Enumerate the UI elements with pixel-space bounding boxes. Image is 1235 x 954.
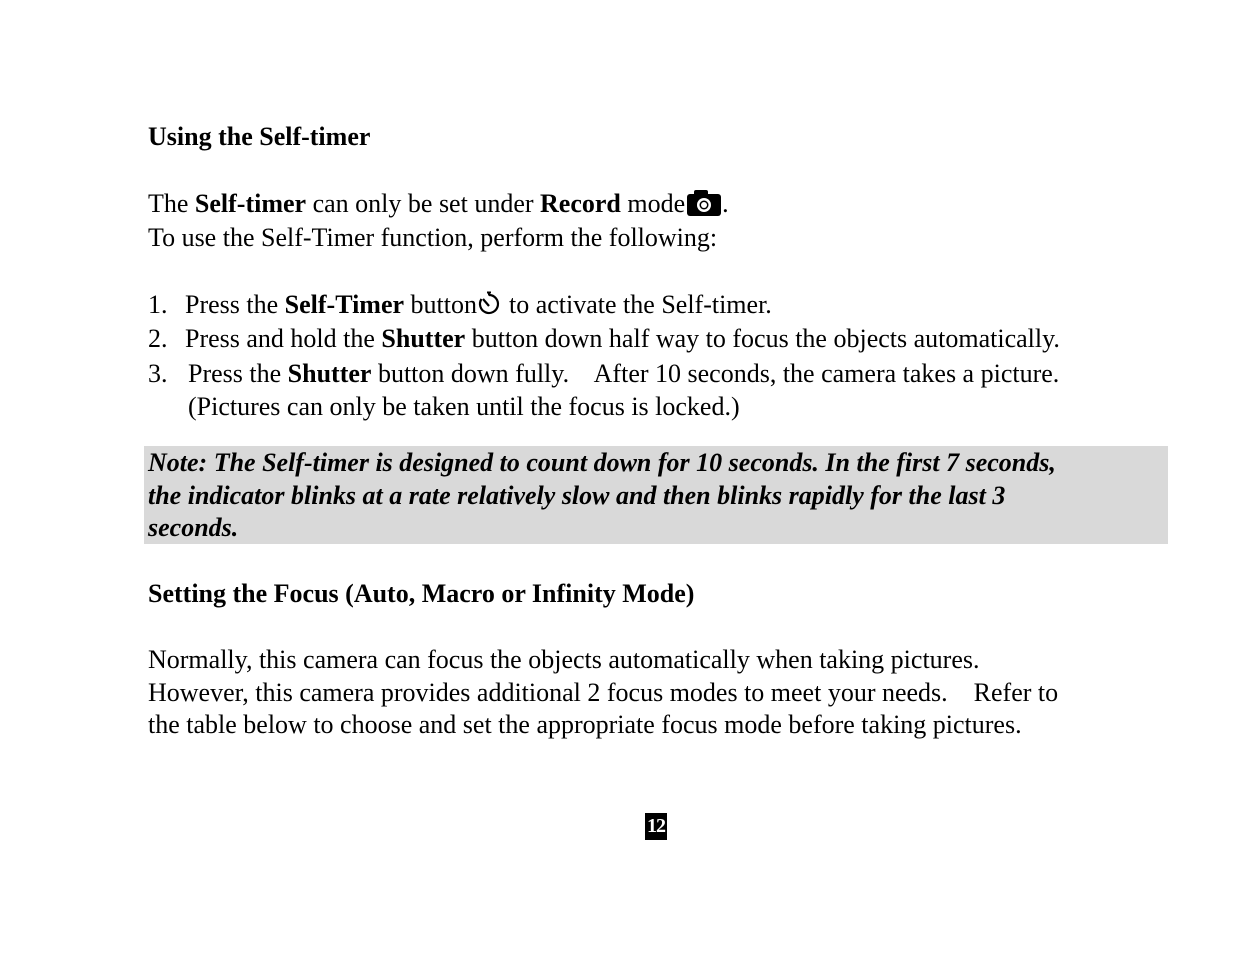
step-bold-term: Shutter	[381, 324, 466, 353]
intro-line-1	[148, 188, 729, 220]
step-1	[148, 289, 772, 321]
note-line-3: seconds.	[148, 513, 239, 542]
focus-para-line-2: However, this camera provides additional 2 focus modes to meet your needs. Refer to	[148, 678, 1059, 707]
focus-para-line-3: the table below to choose and set the appropriate focus mode before taking pictures.	[148, 710, 1022, 739]
step-number: 2.	[148, 324, 168, 353]
step-2	[148, 323, 1060, 355]
note-line-1: Note: The Self-timer is designed to count down for 10 seconds. In the first 7 seconds,	[148, 448, 1056, 477]
step-text-pre: Press the	[188, 359, 282, 388]
page-number: 12	[645, 813, 667, 840]
intro-line-2: To use the Self-Timer function, perform the following:	[148, 223, 718, 252]
self-timer-icon	[477, 291, 501, 317]
intro-record-term: Record	[540, 189, 621, 218]
step-text-pre: Press the	[185, 290, 279, 319]
step-number: 3.	[148, 359, 168, 388]
focus-para-line-1: Normally, this camera can focus the objects automatically when taking pictures.	[148, 645, 980, 674]
step-text-post: button down half way to focus the objects automatically.	[471, 324, 1060, 353]
camera-icon	[686, 189, 722, 217]
step-text-after-icon: to activate the Self-timer.	[509, 290, 772, 319]
step-number: 1.	[148, 290, 168, 319]
intro-self-timer-term: Self-timer	[194, 189, 307, 218]
step-text-post: button down fully. After 10 seconds, the camera takes a picture.	[377, 359, 1060, 388]
step-3-continuation: (Pictures can only be taken until the focus is locked.)	[188, 392, 740, 421]
note-line-2: the indicator blinks at a rate relatively slow and then blinks rapidly for the last 3	[148, 481, 1006, 510]
step-bold-term: Shutter	[287, 359, 372, 388]
intro-mode-text: mode	[627, 189, 686, 218]
intro-period: .	[722, 189, 729, 218]
section-heading-self-timer: Using the Self-timer	[148, 122, 371, 151]
intro-mid-text: can only be set under	[312, 189, 534, 218]
step-bold-term: Self-Timer	[284, 290, 405, 319]
section-heading-focus: Setting the Focus (Auto, Macro or Infinity Mode)	[148, 579, 695, 608]
step-3	[148, 358, 1059, 390]
intro-the: The	[148, 189, 189, 218]
step-text-pre: Press and hold the	[185, 324, 375, 353]
step-text-post: button	[410, 290, 477, 319]
